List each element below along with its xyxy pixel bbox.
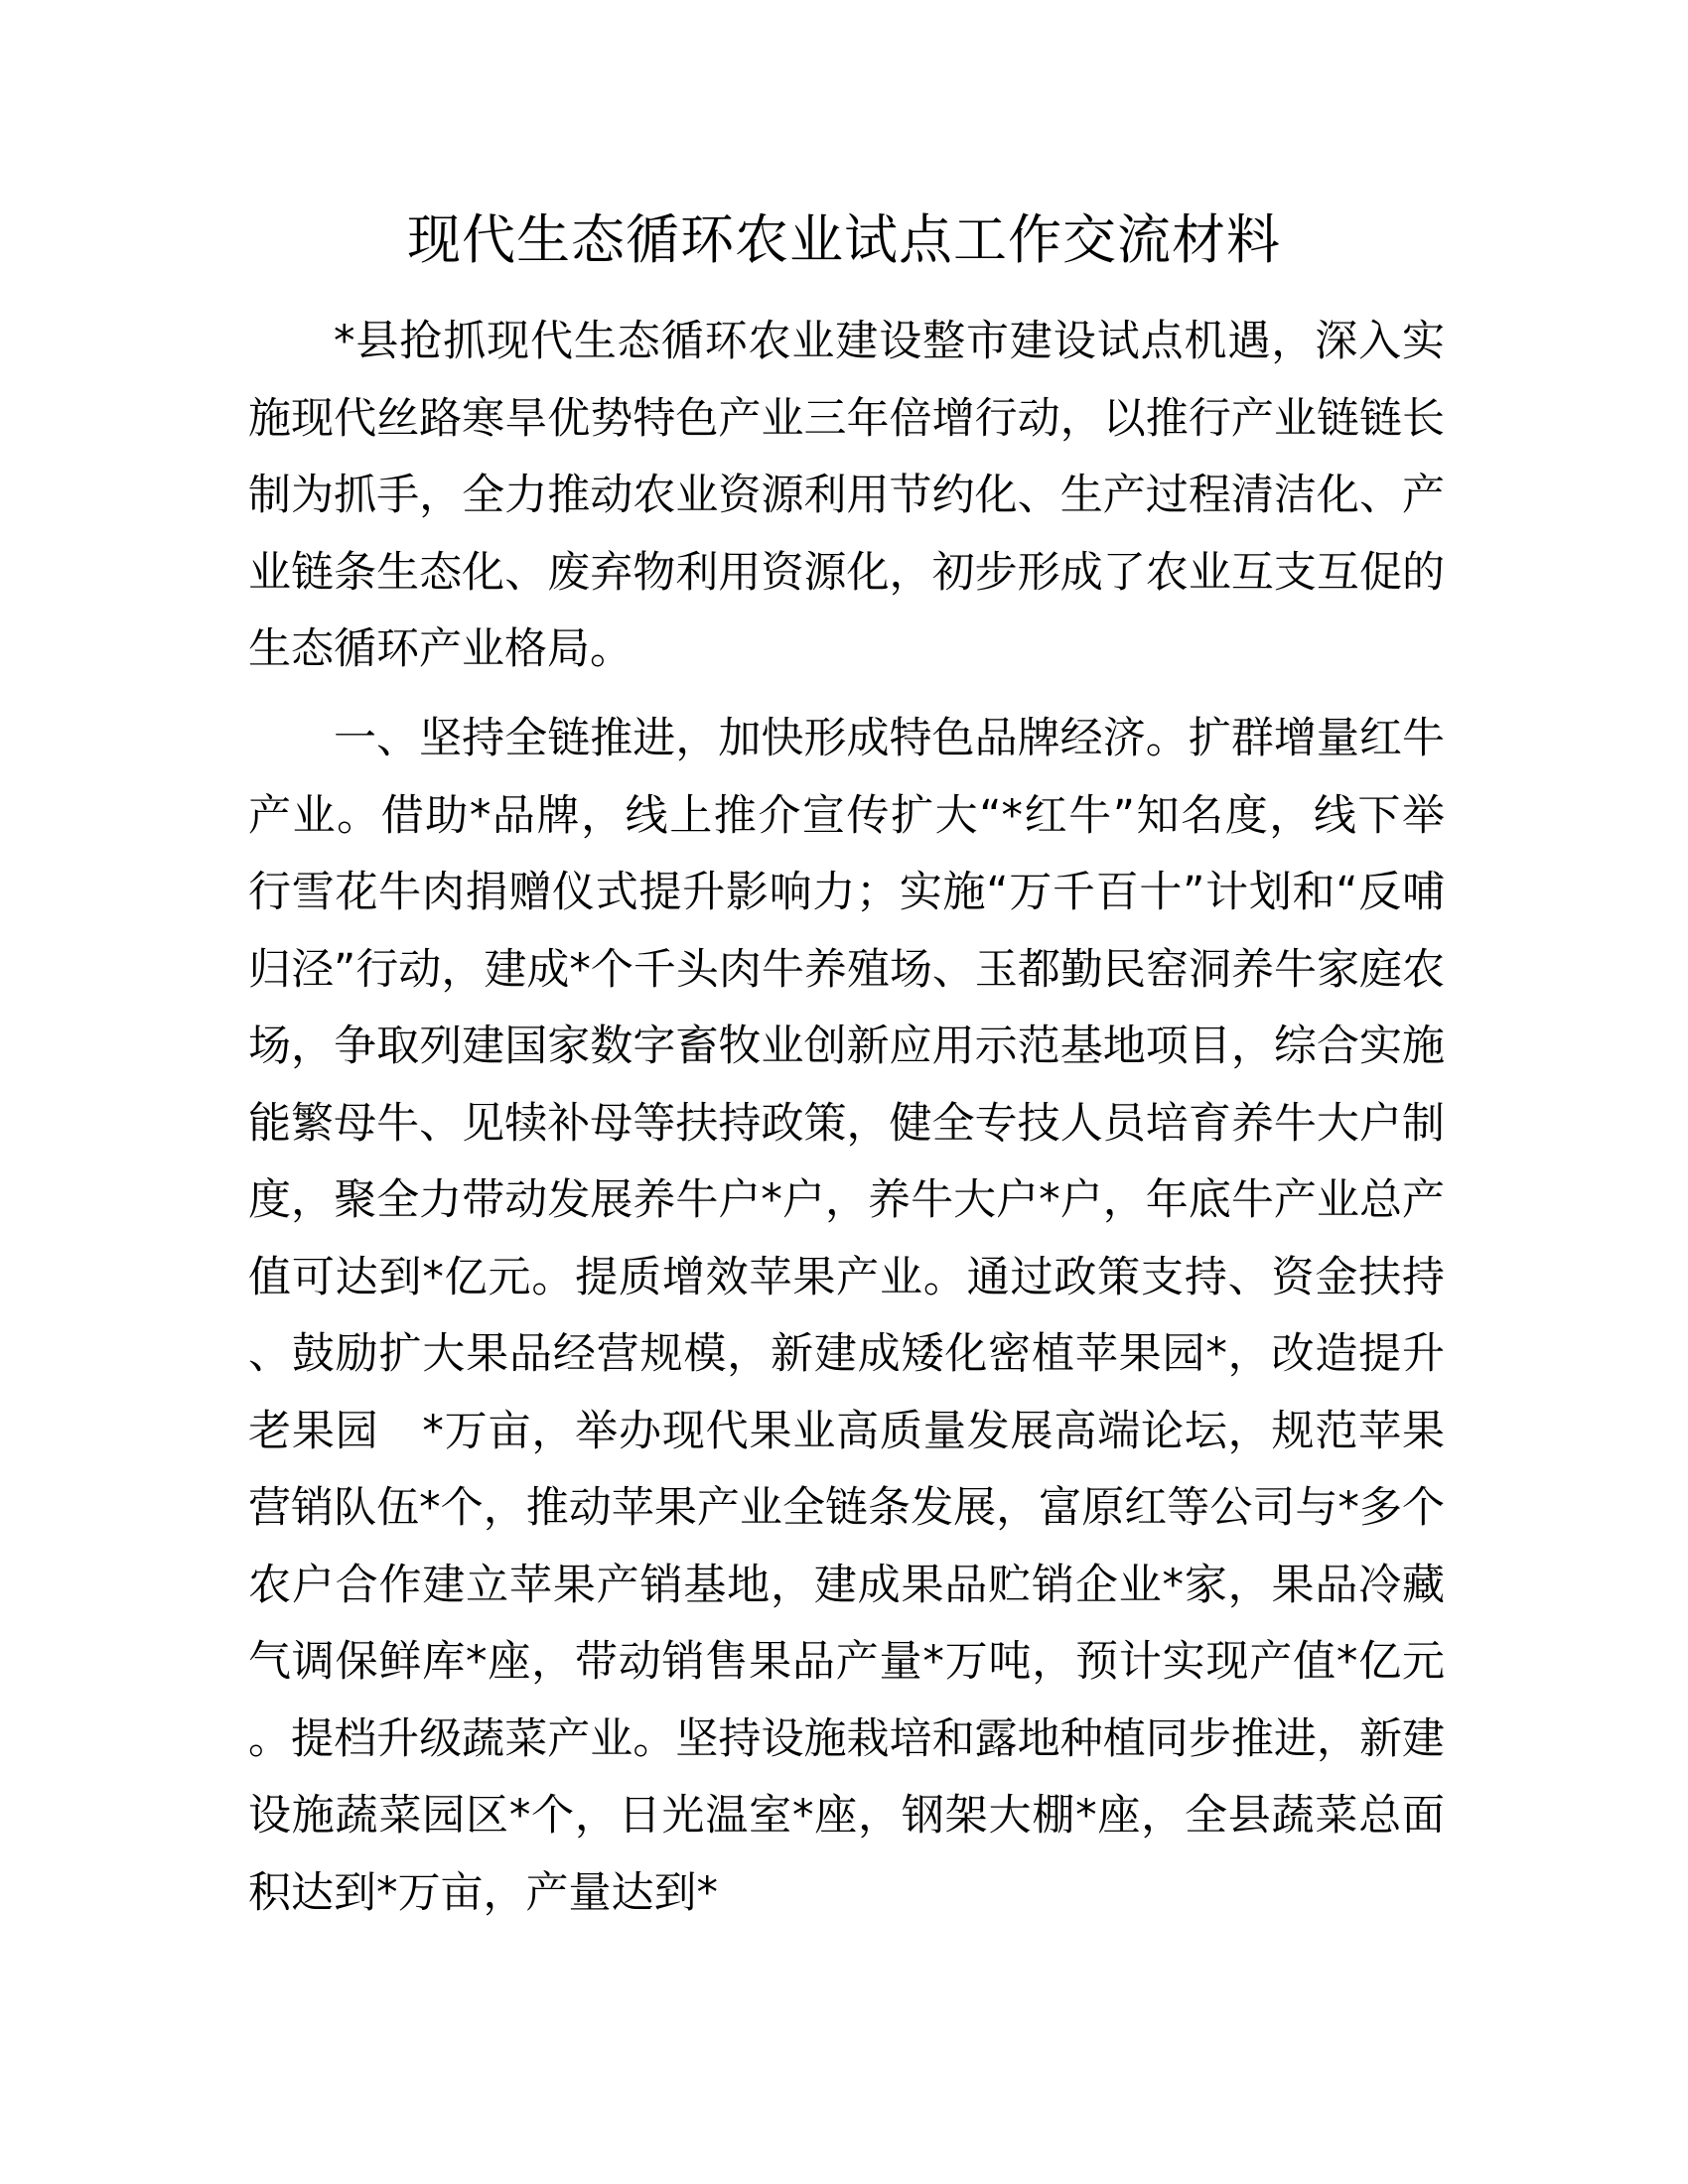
body-paragraph-section-one: 一、坚持全链推进，加快形成特色品牌经济。扩群增量红牛产业。借助*品牌，线上推介宣传扩大“*红牛”知名度，线下举行雪花牛肉捐赠仪式提升影响力；实施“万千百十”计划和“反哺归泾”行动，建成*个千头肉牛养殖场、玉都勤民窑洞养牛家庭农场，争取列建国家数字畜牧业创新应用示范基地项目，综合实施能繁母牛、见犊补母等扶持政策，健全专技人员培育养牛大户制度，聚全力带动发展养牛户*户，养牛大户*户，年底牛产业总产值可达到*亿元。提质增效苹果产业。通过政策支持、资金扶持、鼓励扩大果品经营规模，新建成矮化密植苹果园*，改造提升老果园 *万亩，举办现代果业高质量发展高端论坛，规范苹果营销队伍*个，推动苹果产业全链条发展，富原红等公司与*多个农户合作建立苹果产销基地，建成果品贮销企业*家，果品冷藏气调保鲜库*座，带动销售果品产量*万吨，预计实现产值*亿元。提档升级蔬菜产业。坚持设施栽培和露地种植同步推进，新建设施蔬菜园区*个，日光温室*座，钢架大棚*座，全县蔬菜总面积达到*万亩，产量达到*: [248, 714, 1445, 1918]
document-title: 现代生态循环农业试点工作交流材料: [407, 208, 1281, 271]
body-paragraph-intro: *县抢抓现代生态循环农业建设整市建设试点机遇，深入实施现代丝路寒旱优势特色产业三年倍增行动，以推行产业链链长制为抓手，全力推动农业资源利用节约化、生产过程清洁化、产业链条生态化、废弃物利用资源化，初步形成了农业互支互促的生态循环产业格局。: [248, 317, 1445, 674]
